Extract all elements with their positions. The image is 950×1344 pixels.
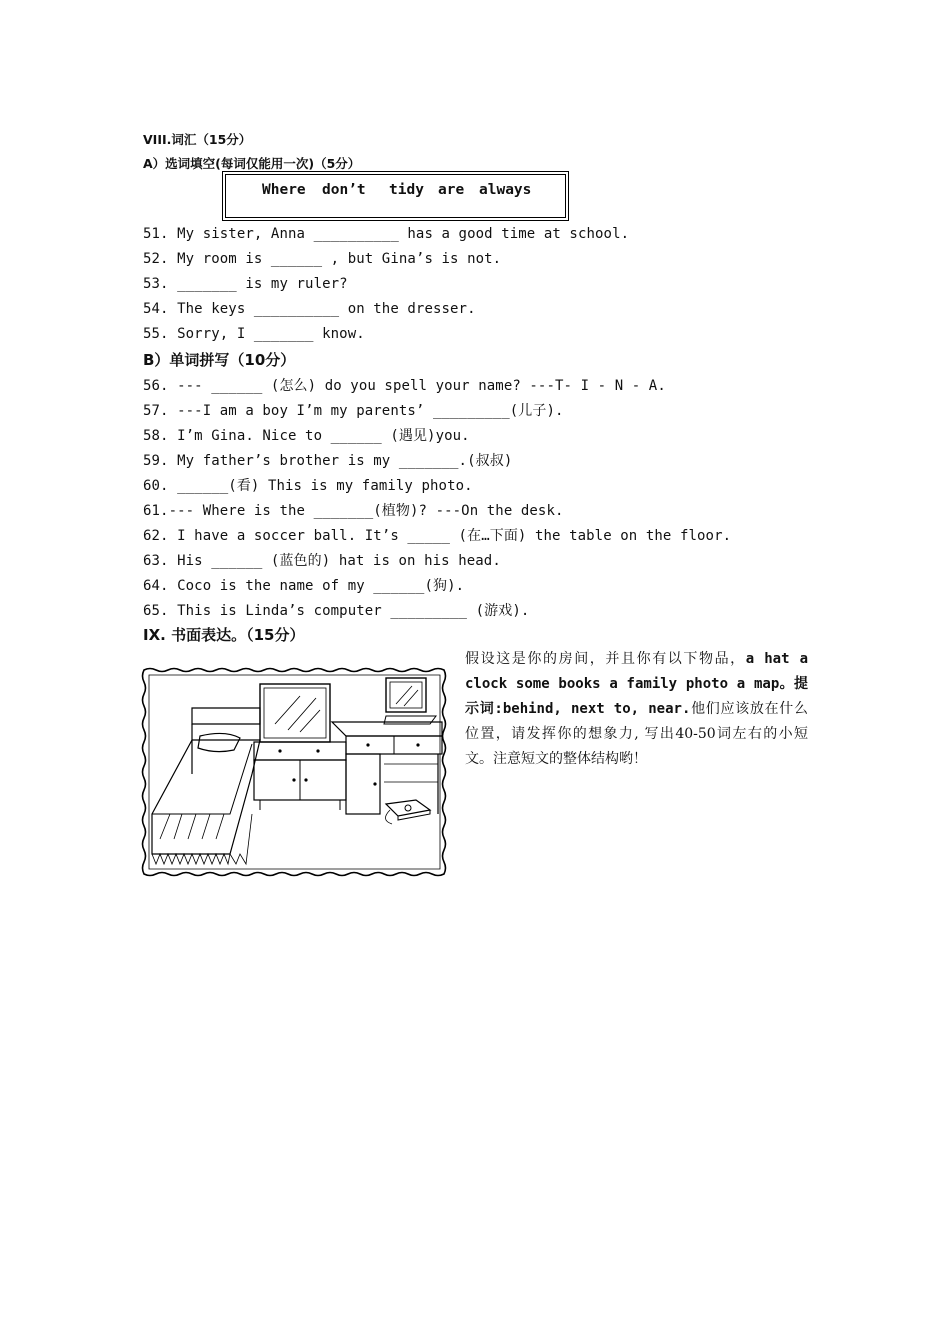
- word-bank-word: Where: [262, 182, 306, 198]
- word-bank-word: always: [479, 182, 532, 198]
- question-53: 53. _______ is my ruler?: [143, 276, 348, 292]
- question-55: 55. Sorry, I _______ know.: [143, 326, 365, 342]
- section-viii-title: VIII.词汇（15分）: [143, 132, 252, 147]
- writing-prompt-hint: 提示词:behind, next to, near.: [465, 676, 808, 717]
- question-59: 59. My father’s brother is my _______.(叔叔): [143, 453, 513, 469]
- question-57: 57. ---I am a boy I’m my parents’ _________(儿子).: [143, 403, 564, 419]
- writing-prompt: [465, 647, 808, 772]
- question-60: 60. ______(看) This is my family photo.: [143, 478, 473, 494]
- writing-prompt-intro: 假设这是你的房间，并且你有以下物品，: [465, 651, 746, 667]
- question-52: 52. My room is ______ , but Gina’s is not.: [143, 251, 502, 267]
- section-ix-title: IX. 书面表达。（15分）: [143, 626, 305, 644]
- question-56: 56. --- ______ (怎么) do you spell your name? ---T- I - N - A.: [143, 378, 666, 394]
- writing-prompt-instructions: 他们应该放在什么位置，请发挥你的想象力, 写出40-50词左右的小短文。注意短文的整体结构哟！: [465, 701, 808, 767]
- writing-prompt-items: a hat a clock some books a family photo a map。: [465, 651, 808, 692]
- word-bank-word: don’t: [322, 182, 366, 198]
- question-62: 62. I have a soccer ball. It’s _____ (在…下面) the table on the floor.: [143, 528, 732, 544]
- word-bank-box: [225, 174, 566, 218]
- question-63: 63. His ______ (蓝色的) hat is on his head.: [143, 553, 501, 569]
- question-54: 54. The keys __________ on the dresser.: [143, 301, 476, 317]
- part-b-title: B）单词拼写（10分）: [143, 351, 296, 369]
- question-65: 65. This is Linda’s computer _________ (游戏).: [143, 603, 530, 619]
- bedroom-picture: [140, 664, 450, 880]
- question-61: 61.--- Where is the _______(植物)? ---On the desk.: [143, 503, 564, 519]
- part-a-title: A）选词填空(每词仅能用一次)（5分）: [143, 156, 361, 171]
- question-51: 51. My sister, Anna __________ has a good time at school.: [143, 226, 630, 242]
- word-bank-word: tidy: [389, 182, 424, 198]
- question-58: 58. I’m Gina. Nice to ______ (遇见)you.: [143, 428, 470, 444]
- word-bank-word: are: [438, 182, 465, 198]
- question-64: 64. Coco is the name of my ______(狗).: [143, 578, 465, 594]
